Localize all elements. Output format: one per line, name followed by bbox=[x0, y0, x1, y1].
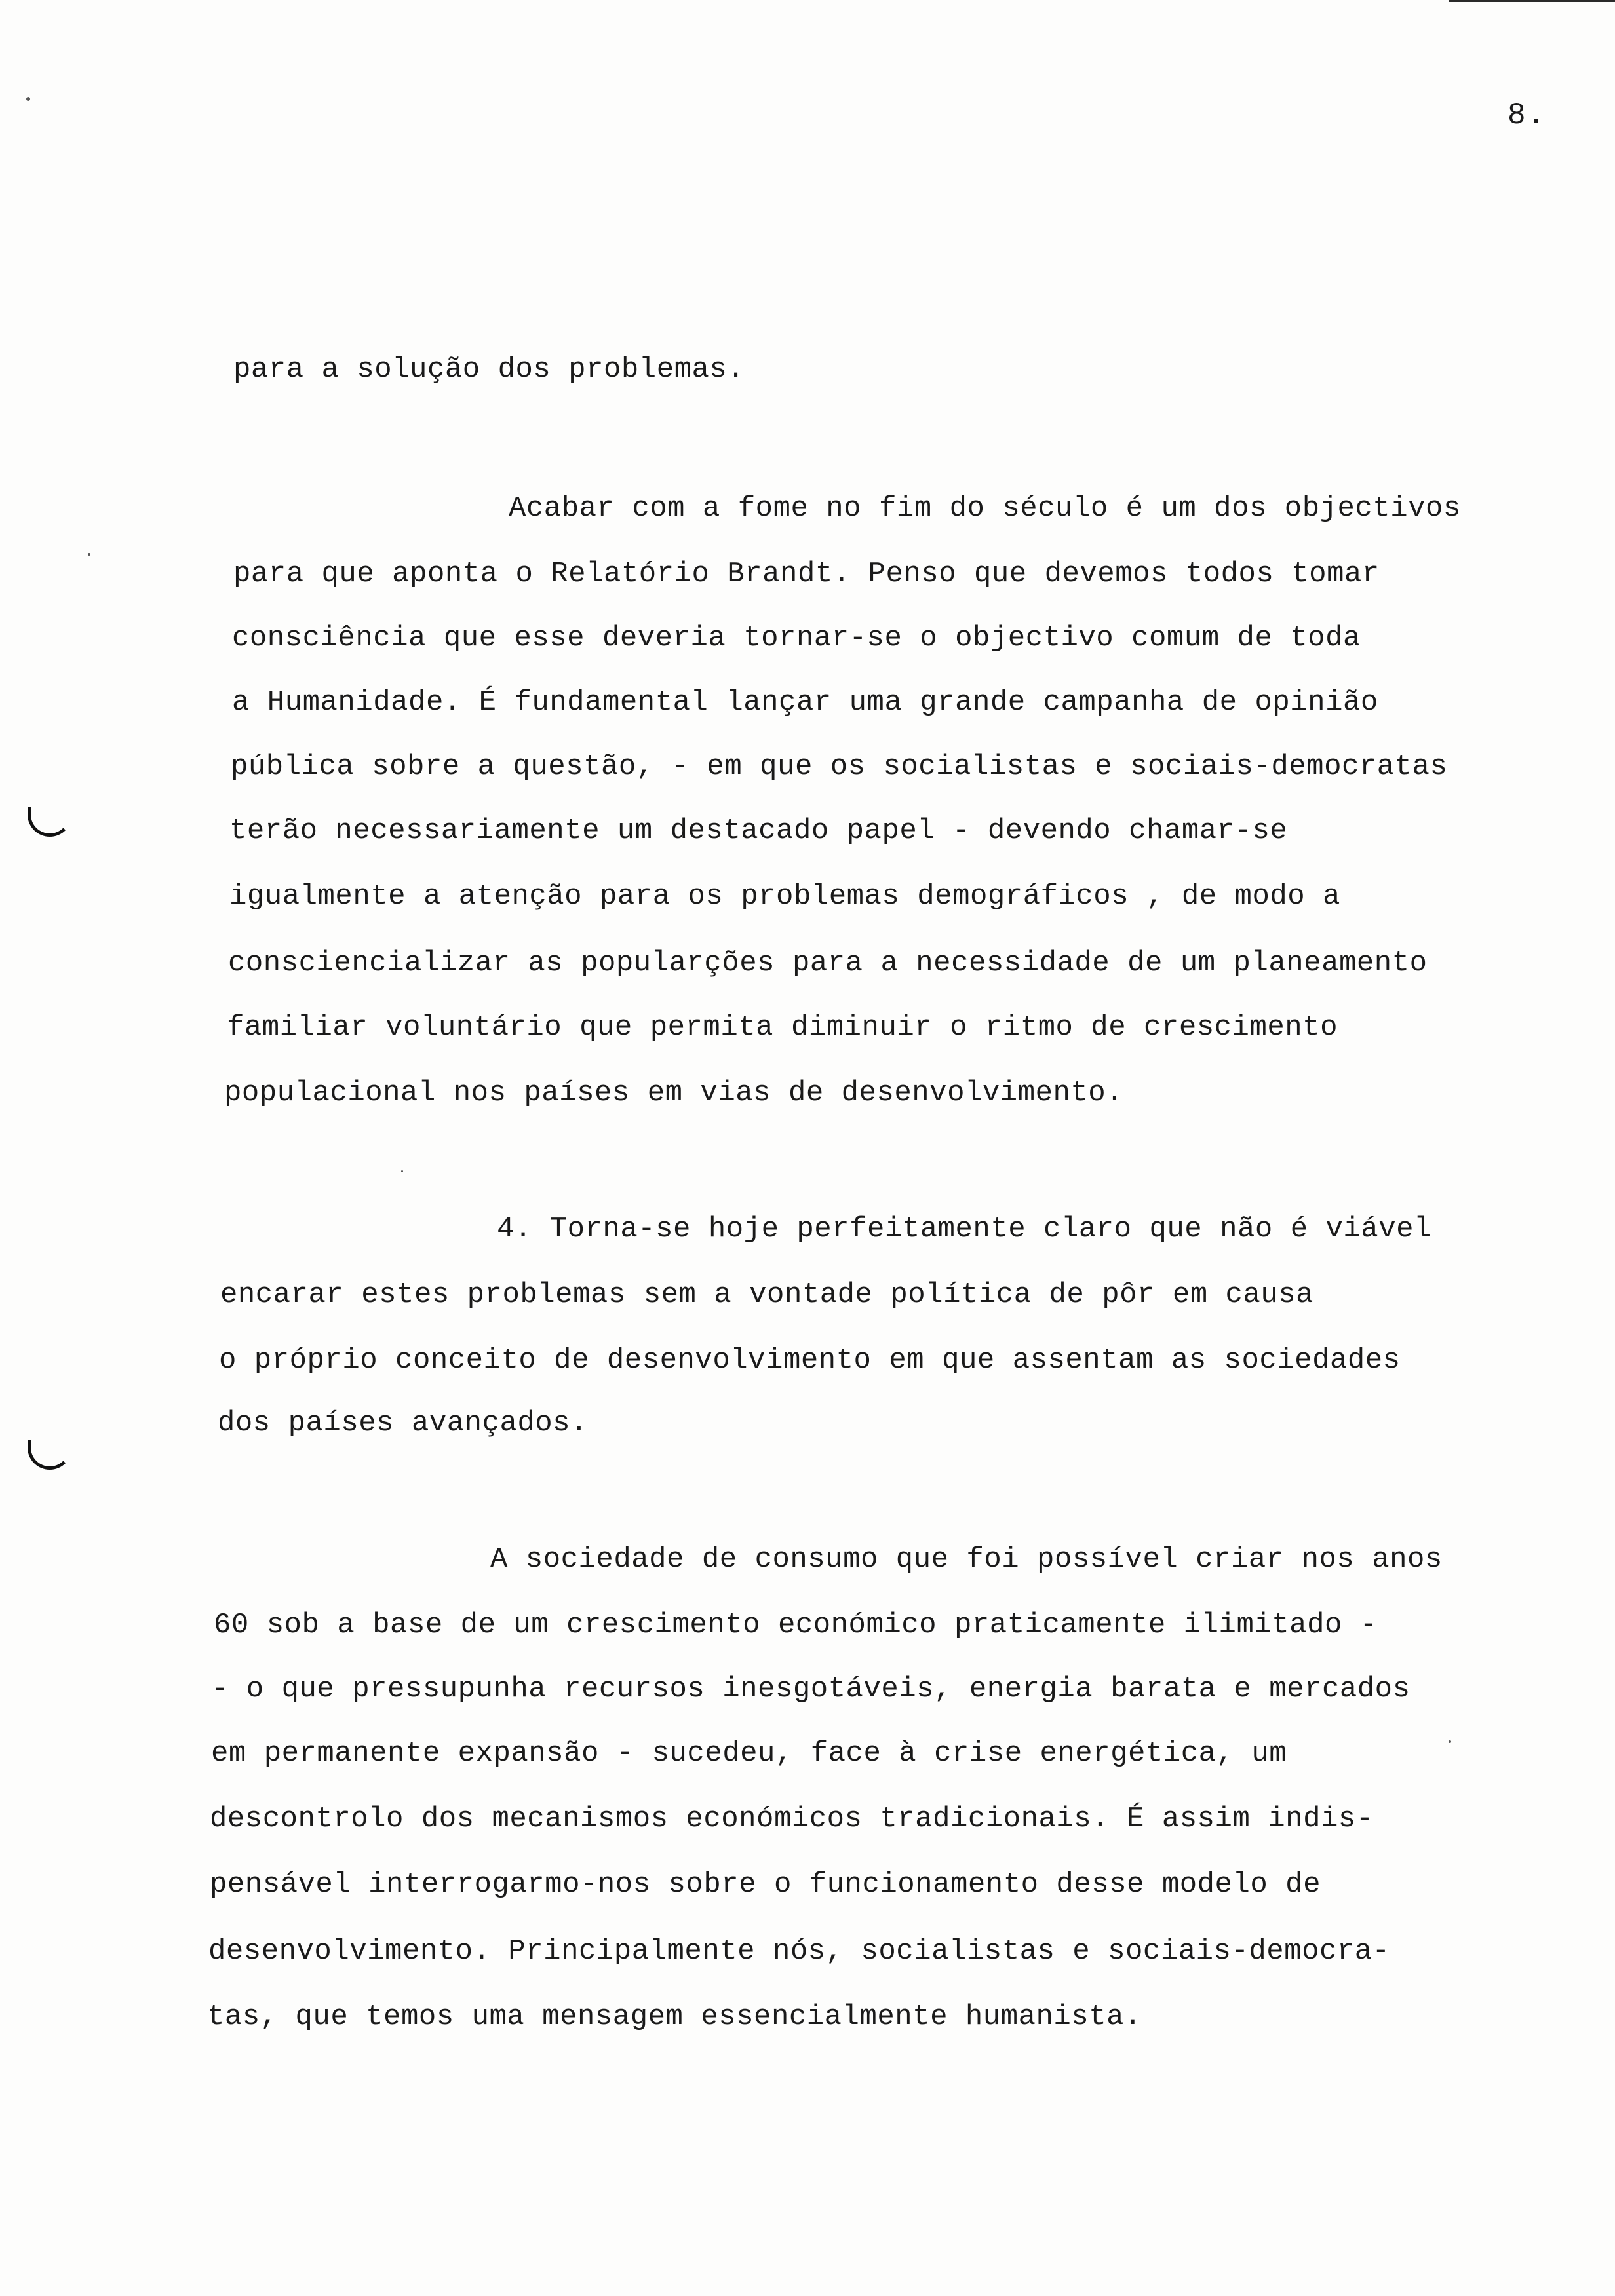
page-number: 8. bbox=[1508, 98, 1547, 132]
text-line: para a solução dos problemas. bbox=[233, 353, 745, 386]
scan-speck bbox=[1449, 1740, 1451, 1743]
text-line: - o que pressupunha recursos inesgotáveis, energia barata e mercados bbox=[211, 1673, 1411, 1706]
text-line: familiar voluntário que permita diminuir o ritmo de crescimento bbox=[227, 1011, 1338, 1044]
text-line: para que aponta o Relatório Brandt. Penso que devemos todos tomar bbox=[233, 558, 1380, 590]
text-line: pensável interrogarmo-nos sobre o funcionamento desse modelo de bbox=[210, 1868, 1321, 1901]
scan-speck bbox=[88, 553, 90, 556]
text-line: igualmente a atenção para os problemas demográficos , de modo a bbox=[229, 880, 1340, 913]
text-line: Acabar com a fome no fim do século é um dos objectivos bbox=[509, 492, 1461, 525]
text-line: em permanente expansão - sucedeu, face à crise energética, um bbox=[211, 1737, 1287, 1770]
text-line: tas, que temos uma mensagem essencialmente humanista. bbox=[207, 2000, 1142, 2033]
scan-speck bbox=[401, 1170, 403, 1172]
text-line: 4. Torna-se hoje perfeitamente claro que não é viável bbox=[497, 1213, 1431, 1246]
text-line: encarar estes problemas sem a vontade política de pôr em causa bbox=[220, 1278, 1314, 1311]
text-line: populacional nos países em vias de desenvolvimento. bbox=[224, 1077, 1124, 1109]
text-line: terão necessariamente um destacado papel - devendo chamar-se bbox=[229, 814, 1288, 847]
text-line: a Humanidade. É fundamental lançar uma grande campanha de opinião bbox=[232, 686, 1378, 719]
text-line: pública sobre a questão, - em que os socialistas e sociais-democratas bbox=[231, 750, 1448, 783]
text-line: o próprio conceito de desenvolvimento em que assentam as sociedades bbox=[219, 1344, 1401, 1377]
text-line: consciência que esse deveria tornar-se o objectivo comum de toda bbox=[232, 622, 1361, 655]
punch-hole-mark bbox=[28, 807, 72, 837]
text-line: dos países avançados. bbox=[218, 1407, 588, 1440]
text-line: consciencializar as popularções para a necessidade de um planeamento bbox=[228, 947, 1428, 980]
scan-speck bbox=[26, 97, 30, 101]
punch-hole-mark bbox=[28, 1440, 72, 1470]
text-line: desenvolvimento. Principalmente nós, socialistas e sociais-democra- bbox=[208, 1935, 1390, 1968]
text-line: A sociedade de consumo que foi possível criar nos anos bbox=[490, 1543, 1443, 1576]
text-line: descontrolo dos mecanismos económicos tradicionais. É assim indis- bbox=[210, 1803, 1374, 1835]
top-edge-rule bbox=[1449, 0, 1615, 2]
text-line: 60 sob a base de um crescimento económico praticamente ilimitado - bbox=[214, 1609, 1378, 1641]
